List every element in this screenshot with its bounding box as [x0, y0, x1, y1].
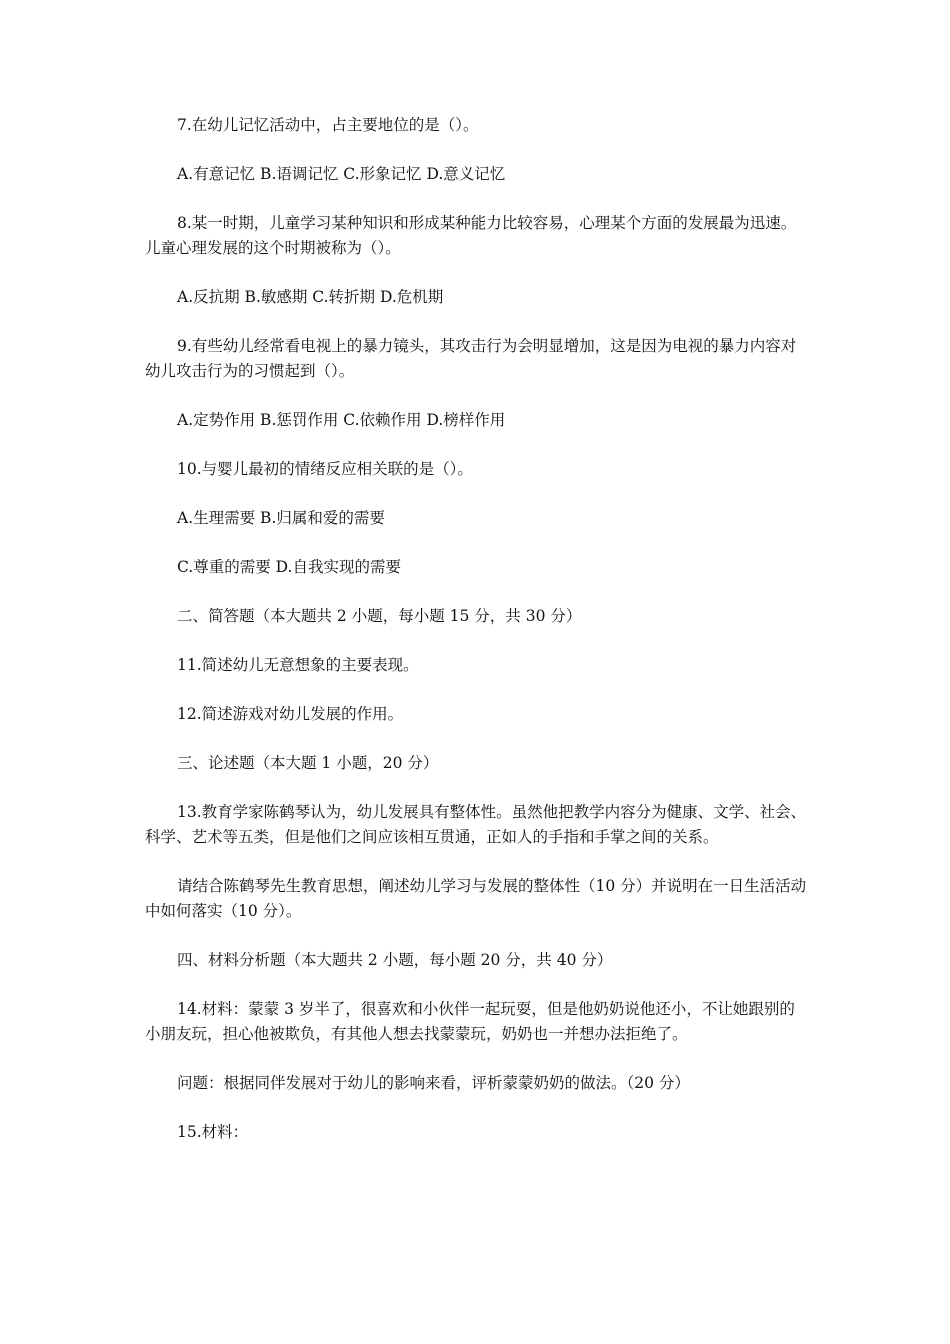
- question-13-prompt: 请结合陈鹤琴先生教育思想，阐述幼儿学习与发展的整体性（10 分）并说明在一日生活活动中如何落实（10 分）。: [145, 877, 807, 920]
- question-10: 10.与婴儿最初的情绪反应相关联的是（）。: [177, 460, 473, 478]
- question-12: 12.简述游戏对幼儿发展的作用。: [177, 705, 404, 723]
- question-15-material: 15.材料：: [177, 1123, 249, 1141]
- question-10-options-cd: C.尊重的需要 D.自我实现的需要: [177, 558, 401, 576]
- question-14-material: 14.材料：蒙蒙 3 岁半了，很喜欢和小伙伴一起玩耍，但是他奶奶说他还小，不让她跟别的小朋友玩，担心他被欺负，有其他人想去找蒙蒙玩，奶奶也一并想办法拒绝了。: [145, 1000, 795, 1043]
- question-13: 13.教育学家陈鹤琴认为，幼儿发展具有整体性。虽然他把教学内容分为健康、文学、社会、科学、艺术等五类，但是他们之间应该相互贯通，正如人的手指和手掌之间的关系。: [145, 803, 807, 846]
- question-9: 9.有些幼儿经常看电视上的暴力镜头，其攻击行为会明显增加，这是因为电视的暴力内容对幼儿攻击行为的习惯起到（）。: [145, 337, 797, 380]
- section-heading-material-analysis: 四、材料分析题（本大题共 2 小题，每小题 20 分，共 40 分）: [177, 951, 613, 969]
- question-8: 8.某一时期，儿童学习某种知识和形成某种能力比较容易，心理某个方面的发展最为迅速。儿童心理发展的这个时期被称为（）。: [145, 214, 797, 257]
- question-11: 11.简述幼儿无意想象的主要表现。: [177, 656, 419, 674]
- question-9-options: A.定势作用 B.惩罚作用 C.依赖作用 D.榜样作用: [177, 411, 506, 429]
- section-heading-essay: 三、论述题（本大题 1 小题，20 分）: [177, 754, 439, 772]
- section-heading-short-answer: 二、简答题（本大题共 2 小题，每小题 15 分，共 30 分）: [177, 607, 582, 625]
- question-8-options: A.反抗期 B.敏感期 C.转折期 D.危机期: [177, 288, 444, 306]
- question-10-options-ab: A.生理需要 B.归属和爱的需要: [177, 509, 385, 527]
- question-7-options: A.有意记忆 B.语调记忆 C.形象记忆 D.意义记忆: [177, 165, 506, 183]
- question-7: 7.在幼儿记忆活动中，占主要地位的是（）。: [177, 116, 479, 134]
- question-14-prompt: 问题：根据同伴发展对于幼儿的影响来看，评析蒙蒙奶奶的做法。（20 分）: [177, 1074, 690, 1092]
- document-body: [145, 113, 810, 1169]
